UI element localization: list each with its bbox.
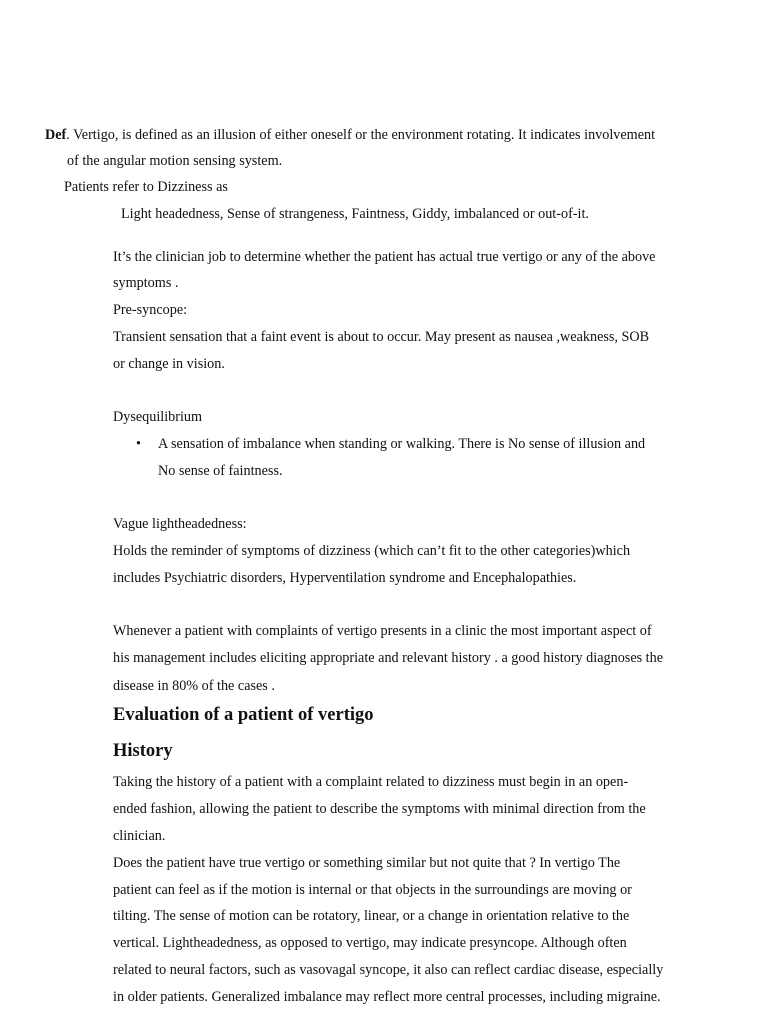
history-line-2: ended fashion, allowing the patient to describe the symptoms with minimal direction from the bbox=[113, 801, 646, 817]
whenever-line-3: disease in 80% of the cases . bbox=[113, 678, 275, 694]
patients-refer-line: Patients refer to Dizziness as bbox=[64, 179, 228, 195]
history-line-9: in older patients. Generalized imbalance may reflect more central processes, including migraine. bbox=[113, 989, 661, 1005]
clinician-line-1: It’s the clinician job to determine whether the patient has actual true vertigo or any of the above bbox=[113, 249, 656, 265]
vague-label: Vague lightheadedness: bbox=[113, 516, 247, 532]
bullet-icon: • bbox=[136, 436, 141, 452]
history-line-1: Taking the history of a patient with a complaint related to dizziness must begin in an open- bbox=[113, 774, 629, 790]
history-line-6: tilting. The sense of motion can be rotatory, linear, or a change in orientation relative to the bbox=[113, 908, 630, 924]
history-line-7: vertical. Lightheadedness, as opposed to vertigo, may indicate presyncope. Although often bbox=[113, 935, 627, 951]
vague-line-1: Holds the reminder of symptoms of dizziness (which can’t fit to the other categories)which bbox=[113, 543, 631, 559]
dysequilibrium-line-2: No sense of faintness. bbox=[158, 463, 283, 479]
whenever-line-2: his management includes eliciting appropriate and relevant history . a good history diagnoses the bbox=[113, 650, 664, 666]
presyncope-line-2: or change in vision. bbox=[113, 356, 225, 372]
def-text-1: . Vertigo, is defined as an illusion of either oneself or the environment rotating. It indicates involvement bbox=[66, 127, 656, 143]
whenever-line-1: Whenever a patient with complaints of vertigo presents in a clinic the most important aspect of bbox=[113, 623, 652, 639]
history-line-5: patient can feel as if the motion is internal or that objects in the surroundings are moving or bbox=[113, 882, 632, 898]
dysequilibrium-line-1: A sensation of imbalance when standing or walking. There is No sense of illusion and bbox=[158, 436, 646, 452]
history-line-4: Does the patient have true vertigo or something similar but not quite that ? In vertigo The bbox=[113, 855, 621, 871]
heading-history: History bbox=[113, 741, 173, 761]
vague-line-2: includes Psychiatric disorders, Hyperventilation syndrome and Encephalopathies. bbox=[113, 570, 577, 586]
history-line-3: clinician. bbox=[113, 828, 166, 844]
presyncope-line-1: Transient sensation that a faint event is about to occur. May present as nausea ,weakness, SOB bbox=[113, 329, 650, 345]
history-line-8: related to neural factors, such as vasovagal syncope, it also can reflect cardiac disease, especially bbox=[113, 962, 664, 978]
clinician-line-2: symptoms . bbox=[113, 275, 179, 291]
heading-evaluation: Evaluation of a patient of vertigo bbox=[113, 705, 374, 725]
dizziness-terms-line: Light headedness, Sense of strangeness, Faintness, Giddy, imbalanced or out-of-it. bbox=[121, 206, 589, 222]
definition-line-1 bbox=[45, 126, 655, 144]
presyncope-label: Pre-syncope: bbox=[113, 302, 188, 318]
dysequilibrium-label: Dysequilibrium bbox=[113, 409, 203, 425]
def-label: Def bbox=[45, 127, 67, 143]
definition-line-2: of the angular motion sensing system. bbox=[67, 153, 283, 169]
